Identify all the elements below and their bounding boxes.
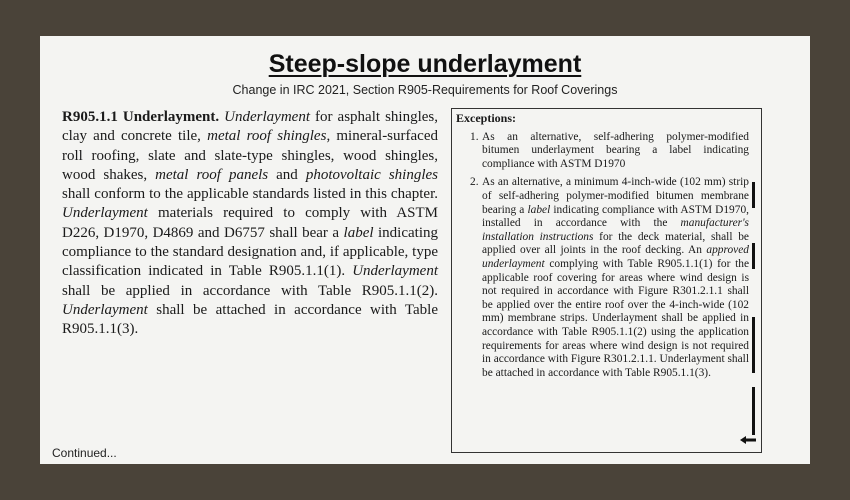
arrow-left-icon [740, 436, 756, 444]
text-run: indicating compliance with ASTM D1970, installed in accordance with the [482, 203, 749, 230]
slide-subtitle: Change in IRC 2021, Section R905-Requirements for Roof Coverings [232, 83, 618, 97]
slide-title: Steep-slope underlayment [268, 50, 582, 78]
text-run: complying with Table R905.1.1(1) for the applicable roof covering for areas where wind design is not required in accordance with Figure R301.2.1.1 shall be applied over the entire roof over the 4-inch-wide (102 mm) membrane strips. Underlayment shall be applied in accordance with Table R905.1.1(2) using the application requirements for areas where wind design is not required in accordance with Figure R301.2.1.1. Underlayment shall be attached in accordance with Table R905.1.1(3). [482, 257, 749, 379]
exception-text [482, 176, 749, 378]
text-run: for asphalt shingles, clay and concrete tile, [62, 109, 439, 145]
exception-item [452, 176, 761, 380]
text-run: shall conform to the applicable standards listed in this chapter. [62, 186, 438, 203]
section-text [62, 108, 438, 340]
exception-number: 1. [470, 130, 479, 143]
defined-term: Underlayment [352, 263, 438, 280]
text-run: shall be attached in accordance with Table R905.1.1(3). [62, 301, 438, 338]
defined-term: Underlayment [62, 205, 148, 222]
defined-term: label [343, 224, 374, 241]
text-run: As an alternative, a minimum 4-inch-wide (102 mm) strip of self-adhering polymer-modified bitumen membrane bearing a [482, 176, 749, 216]
defined-term: Underlayment [224, 109, 310, 125]
text-run: indicating compliance to the standard designation and, if applicable, type classification indicated in Table R905.1.1(1). [62, 224, 438, 280]
text-run: , mineral-surfaced roll roofing, slate and slate-type shingles, wood shingles, wood shakes, [62, 128, 438, 183]
text-run: materials required to comply with ASTM D226, D1970, D4869 and D6757 shall bear a [62, 205, 438, 241]
exceptions-box [451, 108, 762, 453]
continued-note: Continued... [52, 446, 117, 460]
slide [40, 36, 810, 464]
change-bar [752, 182, 755, 208]
text-run: and [268, 166, 306, 183]
change-bar [752, 387, 755, 435]
defined-term: Underlayment [62, 301, 148, 318]
defined-term: label [527, 203, 551, 216]
change-bar [752, 317, 755, 373]
section-body [62, 109, 438, 337]
defined-term: metal roof panels [155, 166, 269, 183]
defined-term: metal roof shingles [207, 128, 327, 145]
exception-text [482, 131, 749, 170]
text-run: As an alternative, self-adhering polymer-modified bitumen underlayment bearing a label indicating compliance with ASTM D1970 [482, 130, 749, 170]
section-reference: R905.1.1 Underlayment. [62, 109, 220, 125]
change-bar [752, 243, 755, 269]
defined-term: manufacturer's installation instructions [482, 217, 749, 243]
exception-item [452, 131, 761, 172]
text-run: for the deck material, shall be applied over all joints in the roof decking. An [482, 230, 749, 257]
defined-term: photovoltaic shingles [305, 166, 438, 183]
exception-number: 2. [470, 176, 479, 189]
text-run: shall be applied in accordance with Table R905.1.1(2). [62, 282, 438, 299]
defined-term: approved underlayment [482, 244, 749, 270]
exceptions-heading: Exceptions: [456, 111, 516, 125]
